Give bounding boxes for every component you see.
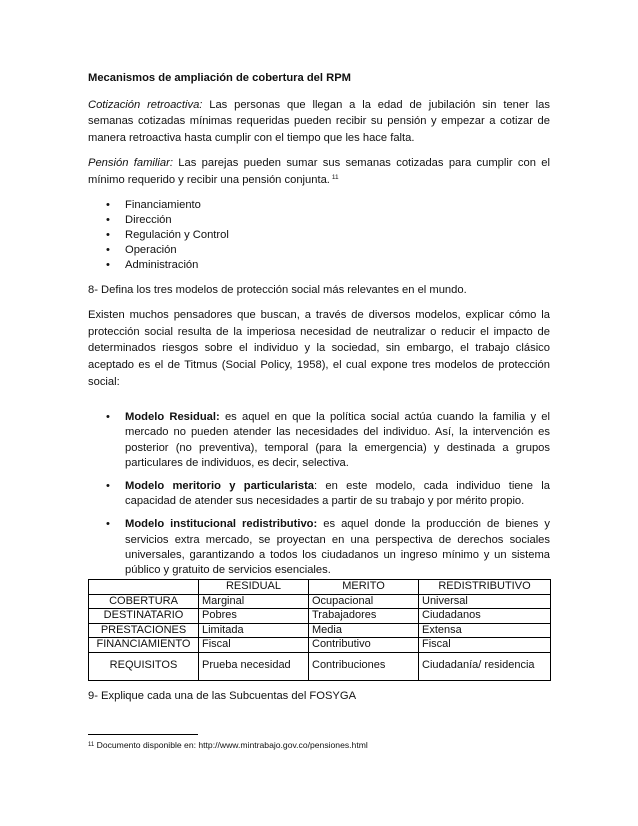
paragraph-cotizacion-retroactiva [88, 97, 550, 147]
list-item: • Operación [88, 243, 550, 258]
table-cell: Ciudadanía/ residencia [419, 652, 551, 680]
model-institucional: • Modelo institucional redistributivo: es aquel donde la producción de bienes y servicios extra mercado, se proyectan en una perspectiva de derechos sociales universales, garantizando a todos los ciudadanos un ingreso mínimo y un sistema público y gratuito de servicios esenciales. [106, 518, 550, 576]
table-cell: Ocupacional [309, 594, 419, 609]
model-residual: • Modelo Residual: es aquel en que la política social actúa cuando la familia y el mercado no pueden atender las necesidades del individuo. Así, la intervención es posterior (no preventiva), temporal (para la emergencia) y destinada a grupos particulares de individuos, es decir, selectiva. [106, 411, 550, 469]
paragraph-text: Las personas que llegan a la edad de jubilación sin tener las semanas cotizadas mínimas requeridas pueden recibir su pensión y empezar a cotizar de manera retroactiva hasta cumplir con el tiempo que les hace falta. [88, 98, 550, 144]
bullet-icon: • [106, 213, 110, 226]
bullet-icon: • [106, 198, 110, 211]
table-cell: Pobres [199, 609, 309, 624]
model-meritorio: • Modelo meritorio y particularista: en este modelo, cada individuo tiene la capacidad de atender sus necesidades a partir de su trabajo y por mérito propio. [106, 479, 550, 508]
functions-list [88, 198, 550, 274]
table-header-row [89, 580, 551, 595]
row-label: COBERTURA [89, 594, 199, 609]
table-cell: Media [309, 623, 419, 638]
row-label: FINANCIAMIENTO [89, 638, 199, 653]
footnote-number: 11 [88, 742, 95, 748]
bullet-icon: • [106, 479, 110, 492]
table-header-cell: REDISTRIBUTIVO [419, 580, 551, 595]
footnote [88, 740, 368, 750]
table-row [89, 638, 551, 653]
table-cell: Limitada [199, 623, 309, 638]
table-cell: Fiscal [199, 638, 309, 653]
paragraph-text: Las parejas pueden sumar sus semanas cotizadas para cumplir con el mínimo requerido y recibir una pensión conjunta. [88, 157, 551, 186]
table-cell: Prueba necesidad [199, 652, 309, 680]
table-cell: Universal [419, 594, 551, 609]
row-label: DESTINATARIO [89, 609, 199, 624]
table-header-cell [89, 580, 199, 595]
table-header-cell: MERITO [309, 580, 419, 595]
footnote-text[interactable]: Documento disponible en: http://www.mintrabajo.gov.co/pensiones.html [94, 740, 368, 750]
paragraph-pension-familiar [88, 155, 550, 188]
table-row [89, 623, 551, 638]
table-row [89, 652, 551, 680]
term-pension-familiar: Pensión familiar: [88, 157, 173, 170]
table-header-cell: RESIDUAL [199, 580, 309, 595]
list-item: • Regulación y Control [88, 228, 550, 243]
row-label: REQUISITOS [89, 652, 199, 680]
section-heading: Mecanismos de ampliación de cobertura del RPM [88, 72, 351, 84]
question-8: 8- Defina los tres modelos de protección social más relevantes en el mundo. [88, 283, 467, 296]
question-9: 9- Explique cada una de las Subcuentas del FOSYGA [88, 690, 357, 702]
table-row [89, 594, 551, 609]
table-cell: Contribuciones [309, 652, 419, 680]
list-item: • Financiamiento [88, 198, 550, 213]
table-row [89, 609, 551, 624]
table-cell: Ciudadanos [419, 609, 551, 624]
bullet-icon: • [106, 228, 110, 241]
paragraph-models-intro: Existen muchos pensadores que buscan, a través de diversos modelos, explicar cómo la protección social resulta de la imperiosa necesidad de neutralizar o reducir el impacto de determinados riesgos sobre el individuo y la sociedad, sin embargo, el trabajo clásico aceptado es el de Titmus (Social Policy, 1958), el cual expone tres modelos de protección social: [88, 309, 550, 388]
bullet-icon: • [106, 259, 110, 272]
list-item: • Administración [88, 258, 550, 273]
table-cell: Contributivo [309, 638, 419, 653]
list-item: • Dirección [88, 213, 550, 228]
bullet-icon: • [106, 518, 110, 531]
bullet-icon: • [106, 244, 110, 257]
table-cell: Marginal [199, 594, 309, 609]
models-comparison-table [88, 579, 551, 681]
footnote-reference[interactable]: 11 [331, 173, 339, 181]
document-body [88, 70, 550, 586]
footnote-divider [88, 734, 198, 735]
row-label: PRESTACIONES [89, 623, 199, 638]
models-list [88, 410, 550, 578]
bullet-icon: • [106, 411, 110, 424]
table-cell: Extensa [419, 623, 551, 638]
term-cotizacion-retroactiva: Cotización retroactiva: [88, 98, 203, 111]
table-cell: Fiscal [419, 638, 551, 653]
table-cell: Trabajadores [309, 609, 419, 624]
